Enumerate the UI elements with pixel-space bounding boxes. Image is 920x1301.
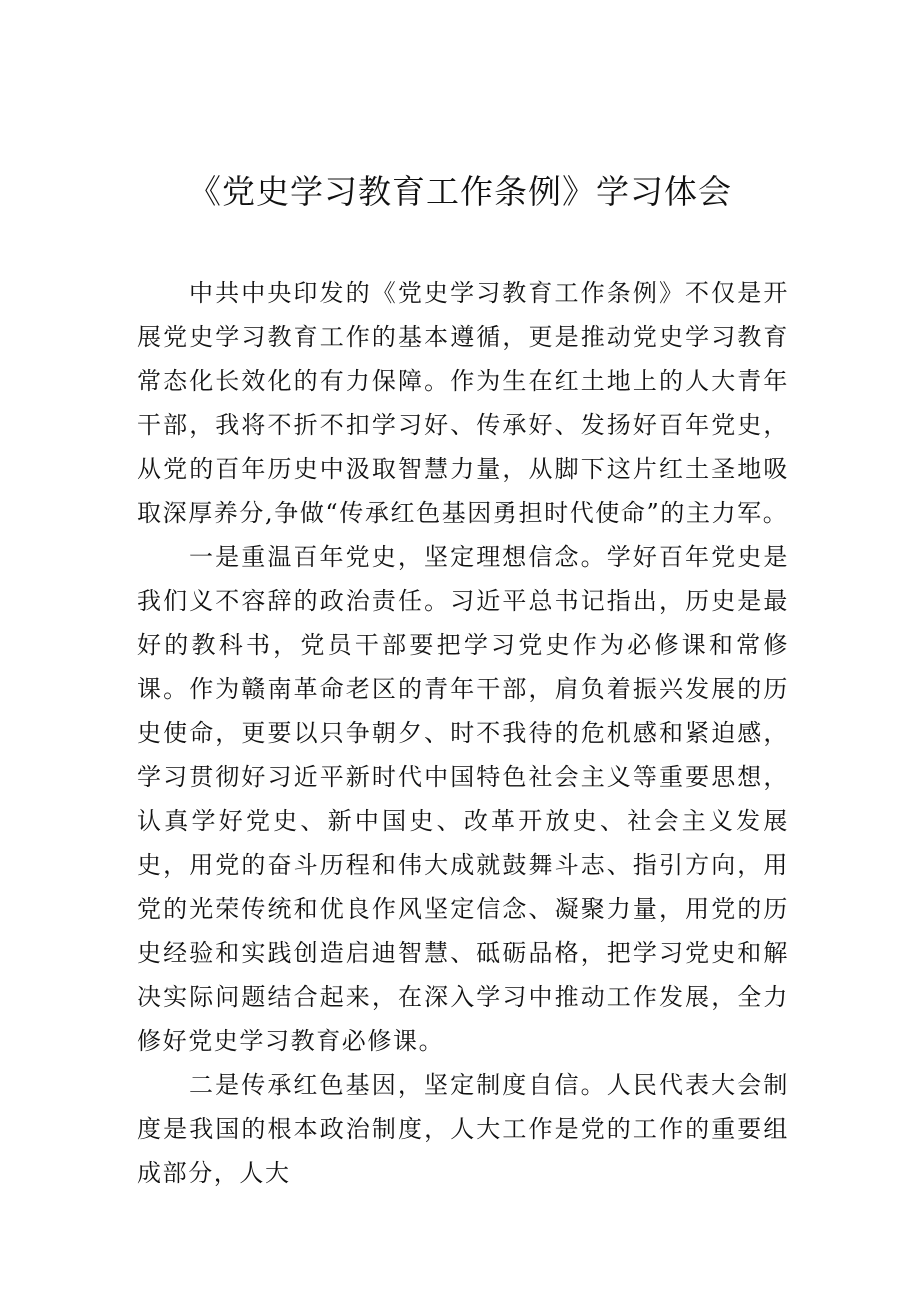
paragraph-point-two: 二是传承红色基因，坚定制度自信。人民代表大会制度是我国的根本政治制度，人大工作是党的工作的重要组成部分，人大 — [137, 1071, 789, 1187]
document-body — [137, 271, 789, 1195]
document-title: 《党史学习教育工作条例》学习体会 — [188, 172, 732, 211]
paragraph-intro: 中共中央印发的《党史学习教育工作条例》不仅是开展党史学习教育工作的基本遵循，更是推动党史学习教育常态化长效化的有力保障。作为生在红土地上的人大青年干部，我将不折不扣学习好、传承好、发扬好百年党史，从党的百年历史中汲取智慧力量，从脚下这片红土圣地吸取深厚养分,争做“传承红色基因勇担时代使命”的主力军。 — [137, 279, 789, 527]
paragraph-point-one: 一是重温百年党史，坚定理想信念。学好百年党史是我们义不容辞的政治责任。习近平总书记指出，历史是最好的教科书，党员干部要把学习党史作为必修课和常修课。作为赣南革命老区的青年干部，肩负着振兴发展的历史使命，更要以只争朝夕、时不我待的危机感和紧迫感，学习贯彻好习近平新时代中国特色社会主义等重要思想，认真学好党史、新中国史、改革开放史、社会主义发展史，用党的奋斗历程和伟大成就鼓舞斗志、指引方向，用党的光荣传统和优良作风坚定信念、凝聚力量，用党的历史经验和实践创造启迪智慧、砥砺品格，把学习党史和解决实际问题结合起来，在深入学习中推动工作发展，全力修好党史学习教育必修课。 — [137, 543, 789, 1055]
